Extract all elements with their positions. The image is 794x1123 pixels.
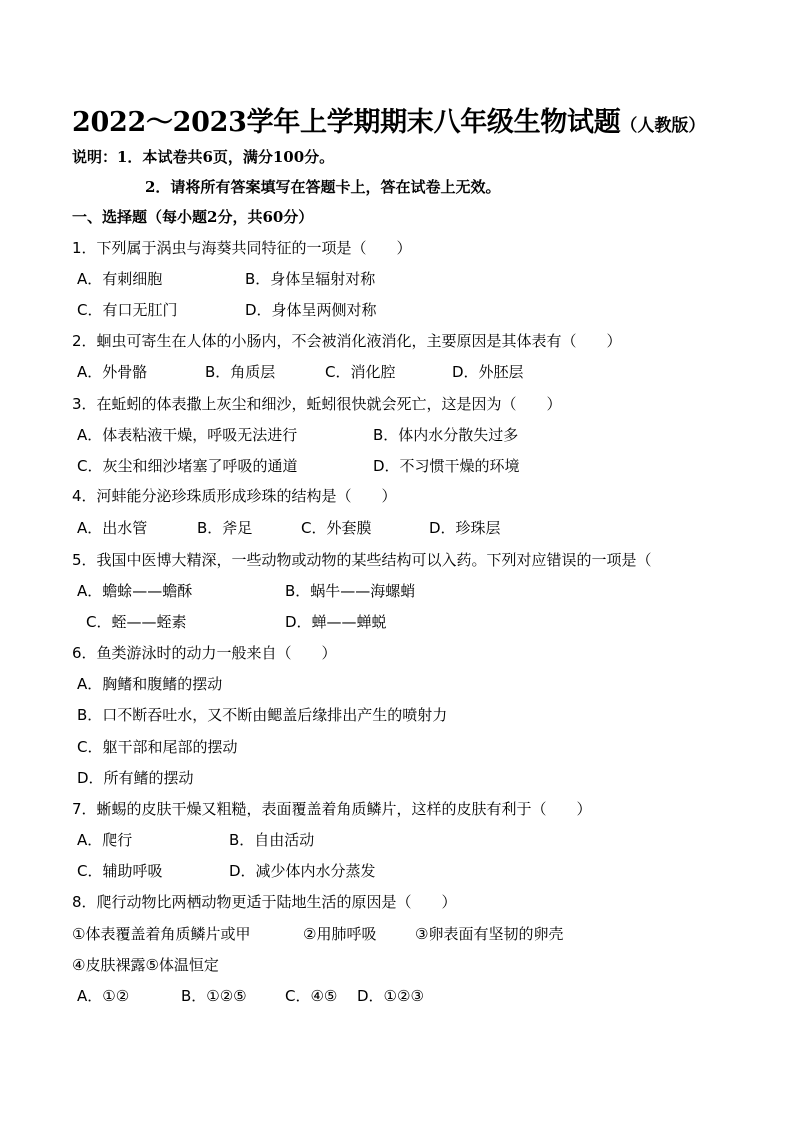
option-a: A．体表粘液干燥，呼吸无法进行 (77, 426, 298, 444)
option-c: C．灰尘和细沙堵塞了呼吸的通道 (77, 457, 298, 475)
option-b: B．口不断吞吐水，又不断由鳃盖后缘排出产生的喷射力 (77, 706, 448, 724)
section-heading: 一、选择题（每小题2分，共60分） (72, 208, 314, 226)
option-c: C．有口无肛门 (77, 301, 178, 319)
option-c: C．④⑤ (285, 987, 338, 1005)
exam-title (72, 100, 705, 139)
instructions-line-1: 说明：1．本试卷共6页，满分100分。 (72, 148, 335, 166)
question-stem: 6．鱼类游泳时的动力一般来自（ ） (72, 644, 337, 662)
option-d: D．蝉——蝉蜕 (285, 613, 387, 631)
option-b: B．蜗牛——海螺蛸 (285, 582, 416, 600)
option-a: A．①② (77, 987, 130, 1005)
option-d: D．所有鳍的摆动 (77, 769, 194, 787)
question-stem: 2．蛔虫可寄生在人体的小肠内，不会被消化液消化，主要原因是其体表有（ ） (72, 332, 622, 350)
option-b: B．①②⑤ (181, 987, 247, 1005)
option-c: C．辅助呼吸 (77, 862, 163, 880)
exam-edition: （人教版） (620, 116, 706, 136)
question-stem: 1．下列属于涡虫与海葵共同特征的一项是（ ） (72, 239, 412, 257)
option-b: B．角质层 (205, 363, 276, 381)
option-d: D．珍珠层 (429, 519, 501, 537)
option-d: D．不习惯干燥的环境 (373, 457, 520, 475)
option-b: B．身体呈辐射对称 (245, 270, 376, 288)
option-a: A．爬行 (77, 831, 133, 849)
question-stem: 7．蜥蜴的皮肤干燥又粗糙，表面覆盖着角质鳞片，这样的皮肤有利于（ ） (72, 800, 592, 818)
option-a: A．胸鳍和腹鳍的摆动 (77, 675, 223, 693)
option-a: A．出水管 (77, 519, 148, 537)
statement-item: ③卵表面有坚韧的卵壳 (415, 925, 564, 943)
exam-title-main: 2022～2023学年上学期期末八年级生物试题 (72, 107, 621, 138)
option-b: B．自由活动 (229, 831, 315, 849)
option-d: D．①②③ (357, 987, 424, 1005)
option-d: D．减少体内水分蒸发 (229, 862, 376, 880)
option-c: C．外套膜 (301, 519, 372, 537)
question-stem: 5．我国中医博大精深，一些动物或动物的某些结构可以入药。下列对应错误的一项是（ (72, 551, 652, 569)
option-d: D．身体呈两侧对称 (245, 301, 377, 319)
option-a: A．蟾蜍——蟾酥 (77, 582, 193, 600)
option-c: C．消化腔 (325, 363, 396, 381)
question-stem: 8．爬行动物比两栖动物更适于陆地生活的原因是（ ） (72, 893, 457, 911)
question-stem: 4．河蚌能分泌珍珠质形成珍珠的结构是（ ） (72, 487, 397, 505)
statement-item: ④皮肤裸露⑤体温恒定 (72, 956, 219, 974)
option-c: C．蛭——蛭素 (86, 613, 187, 631)
statement-item: ②用肺呼吸 (303, 925, 377, 943)
instructions-line-2: 2．请将所有答案填写在答题卡上，答在试卷上无效。 (145, 178, 501, 196)
option-c: C．躯干部和尾部的摆动 (77, 738, 238, 756)
option-a: A．有刺细胞 (77, 270, 163, 288)
option-d: D．外胚层 (452, 363, 524, 381)
option-b: B．斧足 (197, 519, 253, 537)
option-a: A．外骨骼 (77, 363, 148, 381)
option-b: B．体内水分散失过多 (373, 426, 519, 444)
statement-item: ①体表覆盖着角质鳞片或甲 (72, 925, 251, 943)
question-stem: 3．在蚯蚓的体表撒上灰尘和细沙，蚯蚓很快就会死亡，这是因为（ ） (72, 395, 562, 413)
